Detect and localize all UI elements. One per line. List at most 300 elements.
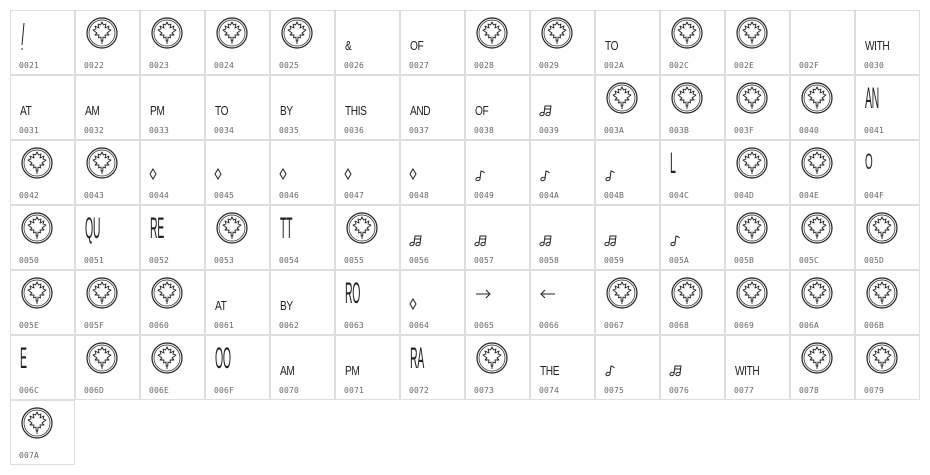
glyph-code: 0048	[409, 191, 430, 200]
glyph-text: PM	[345, 363, 360, 378]
glyph-cell[interactable]	[205, 270, 270, 335]
glyph-cell[interactable]	[530, 335, 595, 400]
glyph-code: 0047	[344, 191, 365, 200]
glyph-preview	[206, 271, 270, 323]
glyph-text: PM	[150, 103, 165, 118]
glyph-preview	[206, 336, 270, 388]
glyph-code: 0046	[279, 191, 300, 200]
maple-leaf-icon	[791, 141, 855, 193]
glyph-cell[interactable]	[270, 270, 335, 335]
glyph-code: 0064	[409, 321, 430, 330]
glyph-code: 004D	[734, 191, 755, 200]
glyph-cell[interactable]	[10, 270, 75, 335]
glyph-text: AT	[215, 298, 227, 313]
maple-leaf-icon	[466, 11, 530, 63]
glyph-preview	[76, 76, 140, 128]
glyph-code: 0068	[669, 321, 690, 330]
glyph-cell[interactable]	[530, 270, 595, 335]
glyph-preview	[76, 206, 140, 258]
glyph-cell[interactable]	[270, 140, 335, 205]
glyph-cell[interactable]	[595, 75, 660, 140]
glyph-cell[interactable]	[75, 10, 140, 75]
glyph-cell[interactable]	[75, 270, 140, 335]
glyph-code: 0036	[344, 126, 365, 135]
glyph-code: 0070	[279, 386, 300, 395]
glyph-code: 006C	[19, 386, 40, 395]
glyph-preview	[531, 141, 595, 193]
glyph-preview	[466, 141, 530, 193]
glyph-preview	[336, 206, 400, 258]
maple-leaf-icon	[11, 141, 75, 193]
glyph-code: 0073	[474, 386, 495, 395]
glyph-cell[interactable]	[855, 335, 920, 400]
glyph-cell[interactable]	[790, 270, 855, 335]
maple-leaf-icon	[856, 206, 920, 258]
glyph-code: 003A	[604, 126, 625, 135]
glyph-cell[interactable]	[725, 205, 790, 270]
diamond-icon	[401, 141, 465, 193]
glyph-code: 002E	[734, 61, 755, 70]
maple-leaf-icon	[141, 11, 205, 63]
glyph-preview	[791, 141, 855, 193]
glyph-cell[interactable]	[465, 140, 530, 205]
glyph-preview	[856, 76, 920, 128]
glyph-cell[interactable]	[790, 205, 855, 270]
glyph-text: TT	[280, 212, 293, 245]
glyph-code: 0034	[214, 126, 235, 135]
glyph-preview	[401, 206, 465, 258]
exclamation-icon	[11, 11, 75, 63]
glyph-preview	[856, 206, 920, 258]
eighth-note-icon	[661, 206, 725, 258]
glyph-code: 0061	[214, 321, 235, 330]
glyph-preview	[596, 11, 660, 63]
glyph-code: 004C	[669, 191, 690, 200]
glyph-code: 0021	[19, 61, 40, 70]
diamond-icon	[271, 141, 335, 193]
beamed-notes-icon	[661, 336, 725, 388]
glyph-text: RO	[345, 277, 361, 310]
glyph-preview	[661, 271, 725, 323]
glyph-cell[interactable]	[465, 205, 530, 270]
glyph-text: E	[20, 342, 27, 375]
maple-leaf-icon	[791, 206, 855, 258]
glyph-cell[interactable]	[335, 205, 400, 270]
glyph-cell[interactable]	[335, 75, 400, 140]
glyph-text: OO	[215, 342, 231, 375]
glyph-cell[interactable]	[140, 10, 205, 75]
glyph-code: 0065	[474, 321, 495, 330]
glyph-cell[interactable]	[140, 140, 205, 205]
glyph-cell[interactable]	[595, 10, 660, 75]
glyph-cell[interactable]	[75, 140, 140, 205]
glyph-preview	[791, 206, 855, 258]
glyph-cell[interactable]	[530, 205, 595, 270]
glyph-preview	[661, 76, 725, 128]
glyph-cell[interactable]	[140, 75, 205, 140]
glyph-preview	[11, 11, 75, 63]
glyph-preview	[596, 336, 660, 388]
glyph-cell[interactable]	[75, 205, 140, 270]
glyph-cell[interactable]	[270, 205, 335, 270]
glyph-cell[interactable]	[205, 205, 270, 270]
glyph-code: 0042	[19, 191, 40, 200]
glyph-cell[interactable]	[400, 75, 465, 140]
eighth-note-icon	[596, 336, 660, 388]
eighth-note-icon	[531, 141, 595, 193]
glyph-cell[interactable]	[205, 335, 270, 400]
glyph-preview	[76, 271, 140, 323]
glyph-preview	[206, 206, 270, 258]
glyph-code: 0027	[409, 61, 430, 70]
glyph-cell[interactable]	[270, 10, 335, 75]
glyph-code: 0022	[84, 61, 105, 70]
maple-leaf-icon	[206, 206, 270, 258]
glyph-code: 0035	[279, 126, 300, 135]
maple-leaf-icon	[206, 11, 270, 63]
glyph-preview	[466, 206, 530, 258]
glyph-preview	[401, 271, 465, 323]
glyph-text: RA	[410, 342, 424, 375]
glyph-code: 005C	[799, 256, 820, 265]
glyph-code: 0023	[149, 61, 170, 70]
glyph-cell[interactable]	[855, 10, 920, 75]
glyph-preview	[856, 11, 920, 63]
glyph-preview	[856, 141, 920, 193]
glyph-preview	[76, 336, 140, 388]
glyph-cell[interactable]	[140, 270, 205, 335]
glyph-preview	[11, 271, 75, 323]
glyph-cell[interactable]	[660, 270, 725, 335]
glyph-cell[interactable]	[400, 140, 465, 205]
glyph-text: &	[345, 38, 352, 53]
glyph-preview	[791, 11, 855, 63]
maple-leaf-icon	[791, 76, 855, 128]
maple-leaf-icon	[76, 11, 140, 63]
glyph-text: AM	[85, 103, 100, 118]
glyph-preview	[531, 336, 595, 388]
maple-leaf-icon	[791, 271, 855, 323]
glyph-code: 0053	[214, 256, 235, 265]
glyph-cell[interactable]	[270, 335, 335, 400]
glyph-cell[interactable]	[205, 140, 270, 205]
glyph-text: WITH	[735, 363, 760, 378]
glyph-cell[interactable]	[660, 10, 725, 75]
maple-leaf-icon	[11, 401, 75, 453]
glyph-preview	[336, 11, 400, 63]
glyph-code: 0050	[19, 256, 40, 265]
glyph-preview	[661, 11, 725, 63]
glyph-cell[interactable]	[530, 10, 595, 75]
diamond-icon	[141, 141, 205, 193]
glyph-cell[interactable]	[790, 140, 855, 205]
glyph-code: 0039	[539, 126, 560, 135]
glyph-cell[interactable]	[400, 10, 465, 75]
glyph-code: 0077	[734, 386, 755, 395]
glyph-text: AN	[865, 82, 879, 115]
glyph-preview	[141, 206, 205, 258]
glyph-code: 0071	[344, 386, 365, 395]
glyph-cell[interactable]	[335, 10, 400, 75]
maple-leaf-icon	[466, 336, 530, 388]
glyph-preview	[531, 76, 595, 128]
glyph-preview	[76, 11, 140, 63]
maple-leaf-icon	[661, 271, 725, 323]
glyph-preview	[271, 141, 335, 193]
glyph-preview	[661, 336, 725, 388]
maple-leaf-icon	[661, 11, 725, 63]
glyph-text: WITH	[865, 38, 890, 53]
diamond-icon	[401, 271, 465, 323]
glyph-preview	[336, 76, 400, 128]
glyph-preview	[401, 141, 465, 193]
glyph-cell[interactable]	[595, 205, 660, 270]
glyph-code: 0062	[279, 321, 300, 330]
glyph-code: 004A	[539, 191, 560, 200]
glyph-code: 0054	[279, 256, 300, 265]
maple-leaf-icon	[856, 271, 920, 323]
beamed-notes-icon	[401, 206, 465, 258]
glyph-code: 0030	[864, 61, 885, 70]
glyph-text: QU	[85, 212, 101, 245]
arrow-left-icon	[531, 271, 595, 323]
glyph-text: TO	[215, 103, 229, 118]
maple-leaf-icon	[11, 206, 75, 258]
eighth-note-icon	[466, 141, 530, 193]
glyph-code: 0026	[344, 61, 365, 70]
maple-leaf-icon	[76, 336, 140, 388]
glyph-code: 002C	[669, 61, 690, 70]
maple-leaf-icon	[531, 11, 595, 63]
glyph-preview	[531, 206, 595, 258]
eighth-note-icon	[596, 141, 660, 193]
glyph-text: AND	[410, 103, 431, 118]
glyph-text: AM	[280, 363, 295, 378]
glyph-code: 0078	[799, 386, 820, 395]
glyph-code: 002A	[604, 61, 625, 70]
glyph-cell[interactable]	[660, 205, 725, 270]
maple-leaf-icon	[271, 11, 335, 63]
glyph-preview	[466, 271, 530, 323]
glyph-code: 0043	[84, 191, 105, 200]
glyph-code: 005E	[19, 321, 40, 330]
glyph-code: 0076	[669, 386, 690, 395]
glyph-preview	[726, 76, 790, 128]
glyph-code: 004B	[604, 191, 625, 200]
glyph-cell[interactable]	[10, 400, 75, 465]
glyph-text: TO	[605, 38, 619, 53]
glyph-cell[interactable]	[855, 205, 920, 270]
glyph-preview	[206, 141, 270, 193]
glyph-grid	[10, 10, 920, 465]
glyph-preview	[141, 336, 205, 388]
beamed-notes-icon	[531, 76, 595, 128]
glyph-preview	[856, 336, 920, 388]
glyph-code: 0041	[864, 126, 885, 135]
glyph-cell[interactable]	[465, 75, 530, 140]
glyph-code: 0028	[474, 61, 495, 70]
glyph-code: 003F	[734, 126, 755, 135]
glyph-cell[interactable]	[855, 75, 920, 140]
glyph-preview	[336, 141, 400, 193]
glyph-preview	[271, 11, 335, 63]
maple-leaf-icon	[726, 76, 790, 128]
glyph-code: 0074	[539, 386, 560, 395]
glyph-cell[interactable]	[660, 335, 725, 400]
glyph-cell[interactable]	[595, 140, 660, 205]
glyph-cell[interactable]	[205, 75, 270, 140]
glyph-text: OF	[475, 103, 489, 118]
glyph-cell[interactable]	[530, 75, 595, 140]
glyph-preview	[271, 206, 335, 258]
glyph-preview	[531, 11, 595, 63]
beamed-notes-icon	[531, 206, 595, 258]
glyph-preview	[726, 206, 790, 258]
maple-leaf-icon	[141, 336, 205, 388]
glyph-cell[interactable]	[660, 140, 725, 205]
glyph-preview	[596, 76, 660, 128]
glyph-preview	[206, 76, 270, 128]
glyph-code: 003B	[669, 126, 690, 135]
glyph-cell[interactable]	[10, 335, 75, 400]
maple-leaf-icon	[726, 11, 790, 63]
glyph-code: 0067	[604, 321, 625, 330]
glyph-text: OF	[410, 38, 424, 53]
glyph-code: 0025	[279, 61, 300, 70]
maple-leaf-icon	[76, 271, 140, 323]
glyph-code: 0031	[19, 126, 40, 135]
glyph-code: 004F	[864, 191, 885, 200]
glyph-code: 002F	[799, 61, 820, 70]
glyph-preview	[271, 336, 335, 388]
maple-leaf-icon	[856, 336, 920, 388]
glyph-preview	[336, 271, 400, 323]
glyph-text: AT	[20, 103, 32, 118]
glyph-cell[interactable]	[335, 335, 400, 400]
glyph-preview	[11, 141, 75, 193]
glyph-cell[interactable]	[10, 140, 75, 205]
glyph-text: THIS	[345, 103, 367, 118]
arrow-right-icon	[466, 271, 530, 323]
glyph-cell[interactable]	[595, 270, 660, 335]
glyph-cell[interactable]	[530, 140, 595, 205]
glyph-cell[interactable]	[400, 270, 465, 335]
glyph-preview	[596, 206, 660, 258]
glyph-cell[interactable]	[75, 335, 140, 400]
glyph-cell[interactable]	[400, 205, 465, 270]
glyph-preview	[11, 401, 75, 453]
diamond-icon	[206, 141, 270, 193]
glyph-cell[interactable]	[725, 10, 790, 75]
glyph-preview	[466, 11, 530, 63]
glyph-cell[interactable]	[10, 10, 75, 75]
glyph-code: 007A	[19, 451, 40, 460]
glyph-preview	[726, 141, 790, 193]
glyph-cell[interactable]	[725, 270, 790, 335]
glyph-preview	[141, 271, 205, 323]
glyph-code: 005D	[864, 256, 885, 265]
glyph-cell[interactable]	[855, 140, 920, 205]
glyph-code: 0029	[539, 61, 560, 70]
glyph-code: 005F	[84, 321, 105, 330]
glyph-preview	[401, 11, 465, 63]
glyph-cell[interactable]	[660, 75, 725, 140]
glyph-cell[interactable]	[335, 140, 400, 205]
glyph-preview	[856, 271, 920, 323]
glyph-code: 004E	[799, 191, 820, 200]
glyph-code: 0059	[604, 256, 625, 265]
glyph-cell[interactable]	[465, 10, 530, 75]
glyph-preview	[206, 11, 270, 63]
glyph-text: RE	[150, 212, 164, 245]
glyph-text: L	[670, 147, 676, 180]
beamed-notes-icon	[596, 206, 660, 258]
glyph-cell[interactable]	[725, 140, 790, 205]
glyph-preview	[76, 141, 140, 193]
glyph-preview	[791, 76, 855, 128]
glyph-cell[interactable]	[465, 335, 530, 400]
glyph-preview	[596, 271, 660, 323]
glyph-code: 0052	[149, 256, 170, 265]
maple-leaf-icon	[76, 141, 140, 193]
glyph-preview	[141, 11, 205, 63]
glyph-cell[interactable]	[75, 75, 140, 140]
glyph-cell[interactable]	[725, 335, 790, 400]
glyph-text: BY	[280, 103, 293, 118]
glyph-preview	[11, 76, 75, 128]
glyph-cell[interactable]	[140, 205, 205, 270]
glyph-cell[interactable]	[10, 75, 75, 140]
glyph-code: 0072	[409, 386, 430, 395]
glyph-cell[interactable]	[205, 10, 270, 75]
maple-leaf-icon	[661, 76, 725, 128]
glyph-cell[interactable]	[790, 75, 855, 140]
maple-leaf-icon	[726, 141, 790, 193]
glyph-cell[interactable]	[595, 335, 660, 400]
maple-leaf-icon	[791, 336, 855, 388]
glyph-preview	[401, 336, 465, 388]
glyph-cell[interactable]	[140, 335, 205, 400]
glyph-code: 0051	[84, 256, 105, 265]
diamond-icon	[336, 141, 400, 193]
maple-leaf-icon	[336, 206, 400, 258]
glyph-cell[interactable]	[10, 205, 75, 270]
glyph-code: 0058	[539, 256, 560, 265]
glyph-cell[interactable]	[335, 270, 400, 335]
glyph-preview	[271, 271, 335, 323]
glyph-preview	[531, 271, 595, 323]
glyph-cell[interactable]	[790, 10, 855, 75]
glyph-code: 006A	[799, 321, 820, 330]
glyph-cell[interactable]	[725, 75, 790, 140]
glyph-preview	[791, 271, 855, 323]
glyph-code: 0057	[474, 256, 495, 265]
glyph-code: 0049	[474, 191, 495, 200]
glyph-preview	[791, 336, 855, 388]
glyph-text: BY	[280, 298, 293, 313]
glyph-preview	[596, 141, 660, 193]
glyph-cell[interactable]	[855, 270, 920, 335]
glyph-cell[interactable]	[790, 335, 855, 400]
maple-leaf-icon	[141, 271, 205, 323]
glyph-preview	[141, 141, 205, 193]
glyph-cell[interactable]	[465, 270, 530, 335]
glyph-preview	[271, 76, 335, 128]
glyph-cell[interactable]	[400, 335, 465, 400]
glyph-preview	[466, 76, 530, 128]
glyph-preview	[726, 271, 790, 323]
glyph-cell[interactable]	[270, 75, 335, 140]
